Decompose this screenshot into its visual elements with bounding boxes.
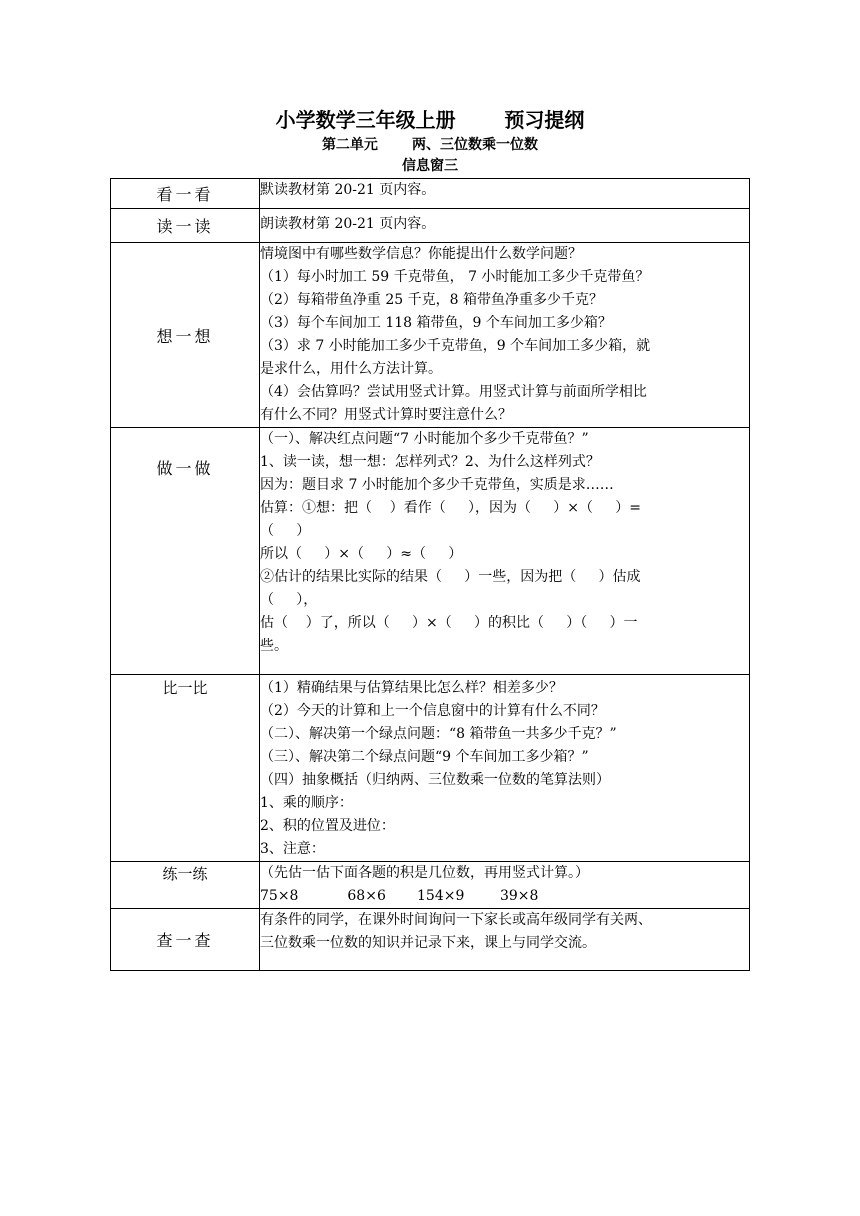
content-line: 朗读教材第 20-21 页内容。: [260, 216, 436, 232]
row-content-think: [260, 243, 750, 428]
content-line: （四）抽象概括（归纳两、三位数乘一位数的笔算法则）: [260, 772, 610, 788]
table-row-research: [111, 909, 750, 971]
table-row-read: [111, 209, 750, 243]
content-line: （ ）: [260, 523, 311, 539]
content-line: 三位数乘一位数的知识并记录下来，课上与同学交流。: [260, 935, 596, 951]
content-line: 所以（ ）×（ ）≈（ ）: [260, 546, 463, 562]
content-line: 默读教材第 20-21 页内容。: [260, 182, 436, 198]
table-row-compare: [111, 675, 750, 862]
content-line: 有什么不同？用竖式计算时要注意什么？: [260, 407, 512, 423]
row-label-research: 查一查: [111, 909, 260, 971]
content-line: 估算：①想：把（ ）看作（ ），因为（ ）×（ ）=: [260, 500, 642, 516]
row-content-read: [260, 209, 750, 243]
unit-title: 第二单元 两、三位数乘一位数: [321, 137, 539, 153]
outline-table: [110, 178, 750, 971]
row-content-do: [260, 428, 750, 675]
content-line: （先估一估下面各题的积是几位数，再用竖式计算。）: [260, 865, 589, 881]
content-line: （一）、解决红点问题“7 小时能加个多少千克带鱼？”: [260, 431, 589, 447]
row-label-read: 读一读: [111, 209, 260, 243]
row-label-think: 想一想: [111, 243, 260, 428]
table-row-do: [111, 428, 750, 675]
content-line: 1、乘的顺序：: [260, 795, 353, 811]
section-title: 信息窗三: [402, 158, 458, 174]
content-line: 75×8 68×6 154×9 39×8: [260, 888, 539, 904]
content-line: 2、积的位置及进位：: [260, 818, 395, 834]
content-line: 情境图中有哪些数学信息？你能提出什么数学问题？: [260, 246, 582, 262]
table-row-practice: [111, 862, 750, 909]
content-line: （1）精确结果与估算结果比怎么样？相差多少？: [260, 680, 563, 696]
row-content-research: [260, 909, 750, 971]
content-line: 1、读一读，想一想：怎样列式？2、为什么这样列式？: [260, 454, 600, 470]
content-line: （1）每小时加工 59 千克带鱼， 7 小时能加工多少千克带鱼？: [260, 269, 650, 285]
row-label-do: 做一做: [111, 428, 260, 675]
row-label-look: 看一看: [111, 179, 260, 209]
table-row-think: [111, 243, 750, 428]
content-line: 因为：题目求 7 小时能加个多少千克带鱼，实质是求……: [260, 477, 614, 493]
content-line: （3）求 7 小时能加工多少千克带鱼，9 个车间加工多少箱，就: [260, 338, 651, 354]
content-line: （2）今天的计算和上一个信息窗中的计算有什么不同？: [260, 703, 605, 719]
row-content-compare: [260, 675, 750, 862]
content-line: （二）、解决第一个绿点问题：“8 箱带鱼一共多少千克？”: [260, 726, 617, 742]
content-line: （三）、解决第二个绿点问题“9 个车间加工多少箱？”: [260, 749, 589, 765]
content-line: （2）每箱带鱼净重 25 千克，8 箱带鱼净重多少千克？: [260, 292, 603, 308]
content-line: 估（ ）了，所以（ ）×（ ）的积比（ ）（ ）一: [260, 615, 638, 631]
table-row-look: [111, 179, 750, 209]
row-content-look: [260, 179, 750, 209]
row-label-compare: 比一比: [111, 675, 260, 862]
row-label-practice: 练一练: [111, 862, 260, 909]
document-title: 小学数学三年级上册 预习提纲: [275, 108, 585, 132]
content-line: （ ），: [260, 592, 318, 608]
content-line: （4）会估算吗？尝试用竖式计算。用竖式计算与前面所学相比: [260, 384, 647, 400]
content-line: 是求什么，用什么方法计算。: [260, 361, 442, 377]
content-line: ②估计的结果比实际的结果（ ）一些，因为把（ ）估成: [260, 569, 641, 585]
content-line: 些。: [260, 638, 288, 654]
content-line: 有条件的同学，在课外时间询问一下家长或高年级同学有关两、: [260, 912, 652, 928]
content-line: （3）每个车间加工 118 箱带鱼，9 个车间加工多少箱？: [260, 315, 612, 331]
content-line: 3、注意：: [260, 841, 325, 857]
row-content-practice: [260, 862, 750, 909]
